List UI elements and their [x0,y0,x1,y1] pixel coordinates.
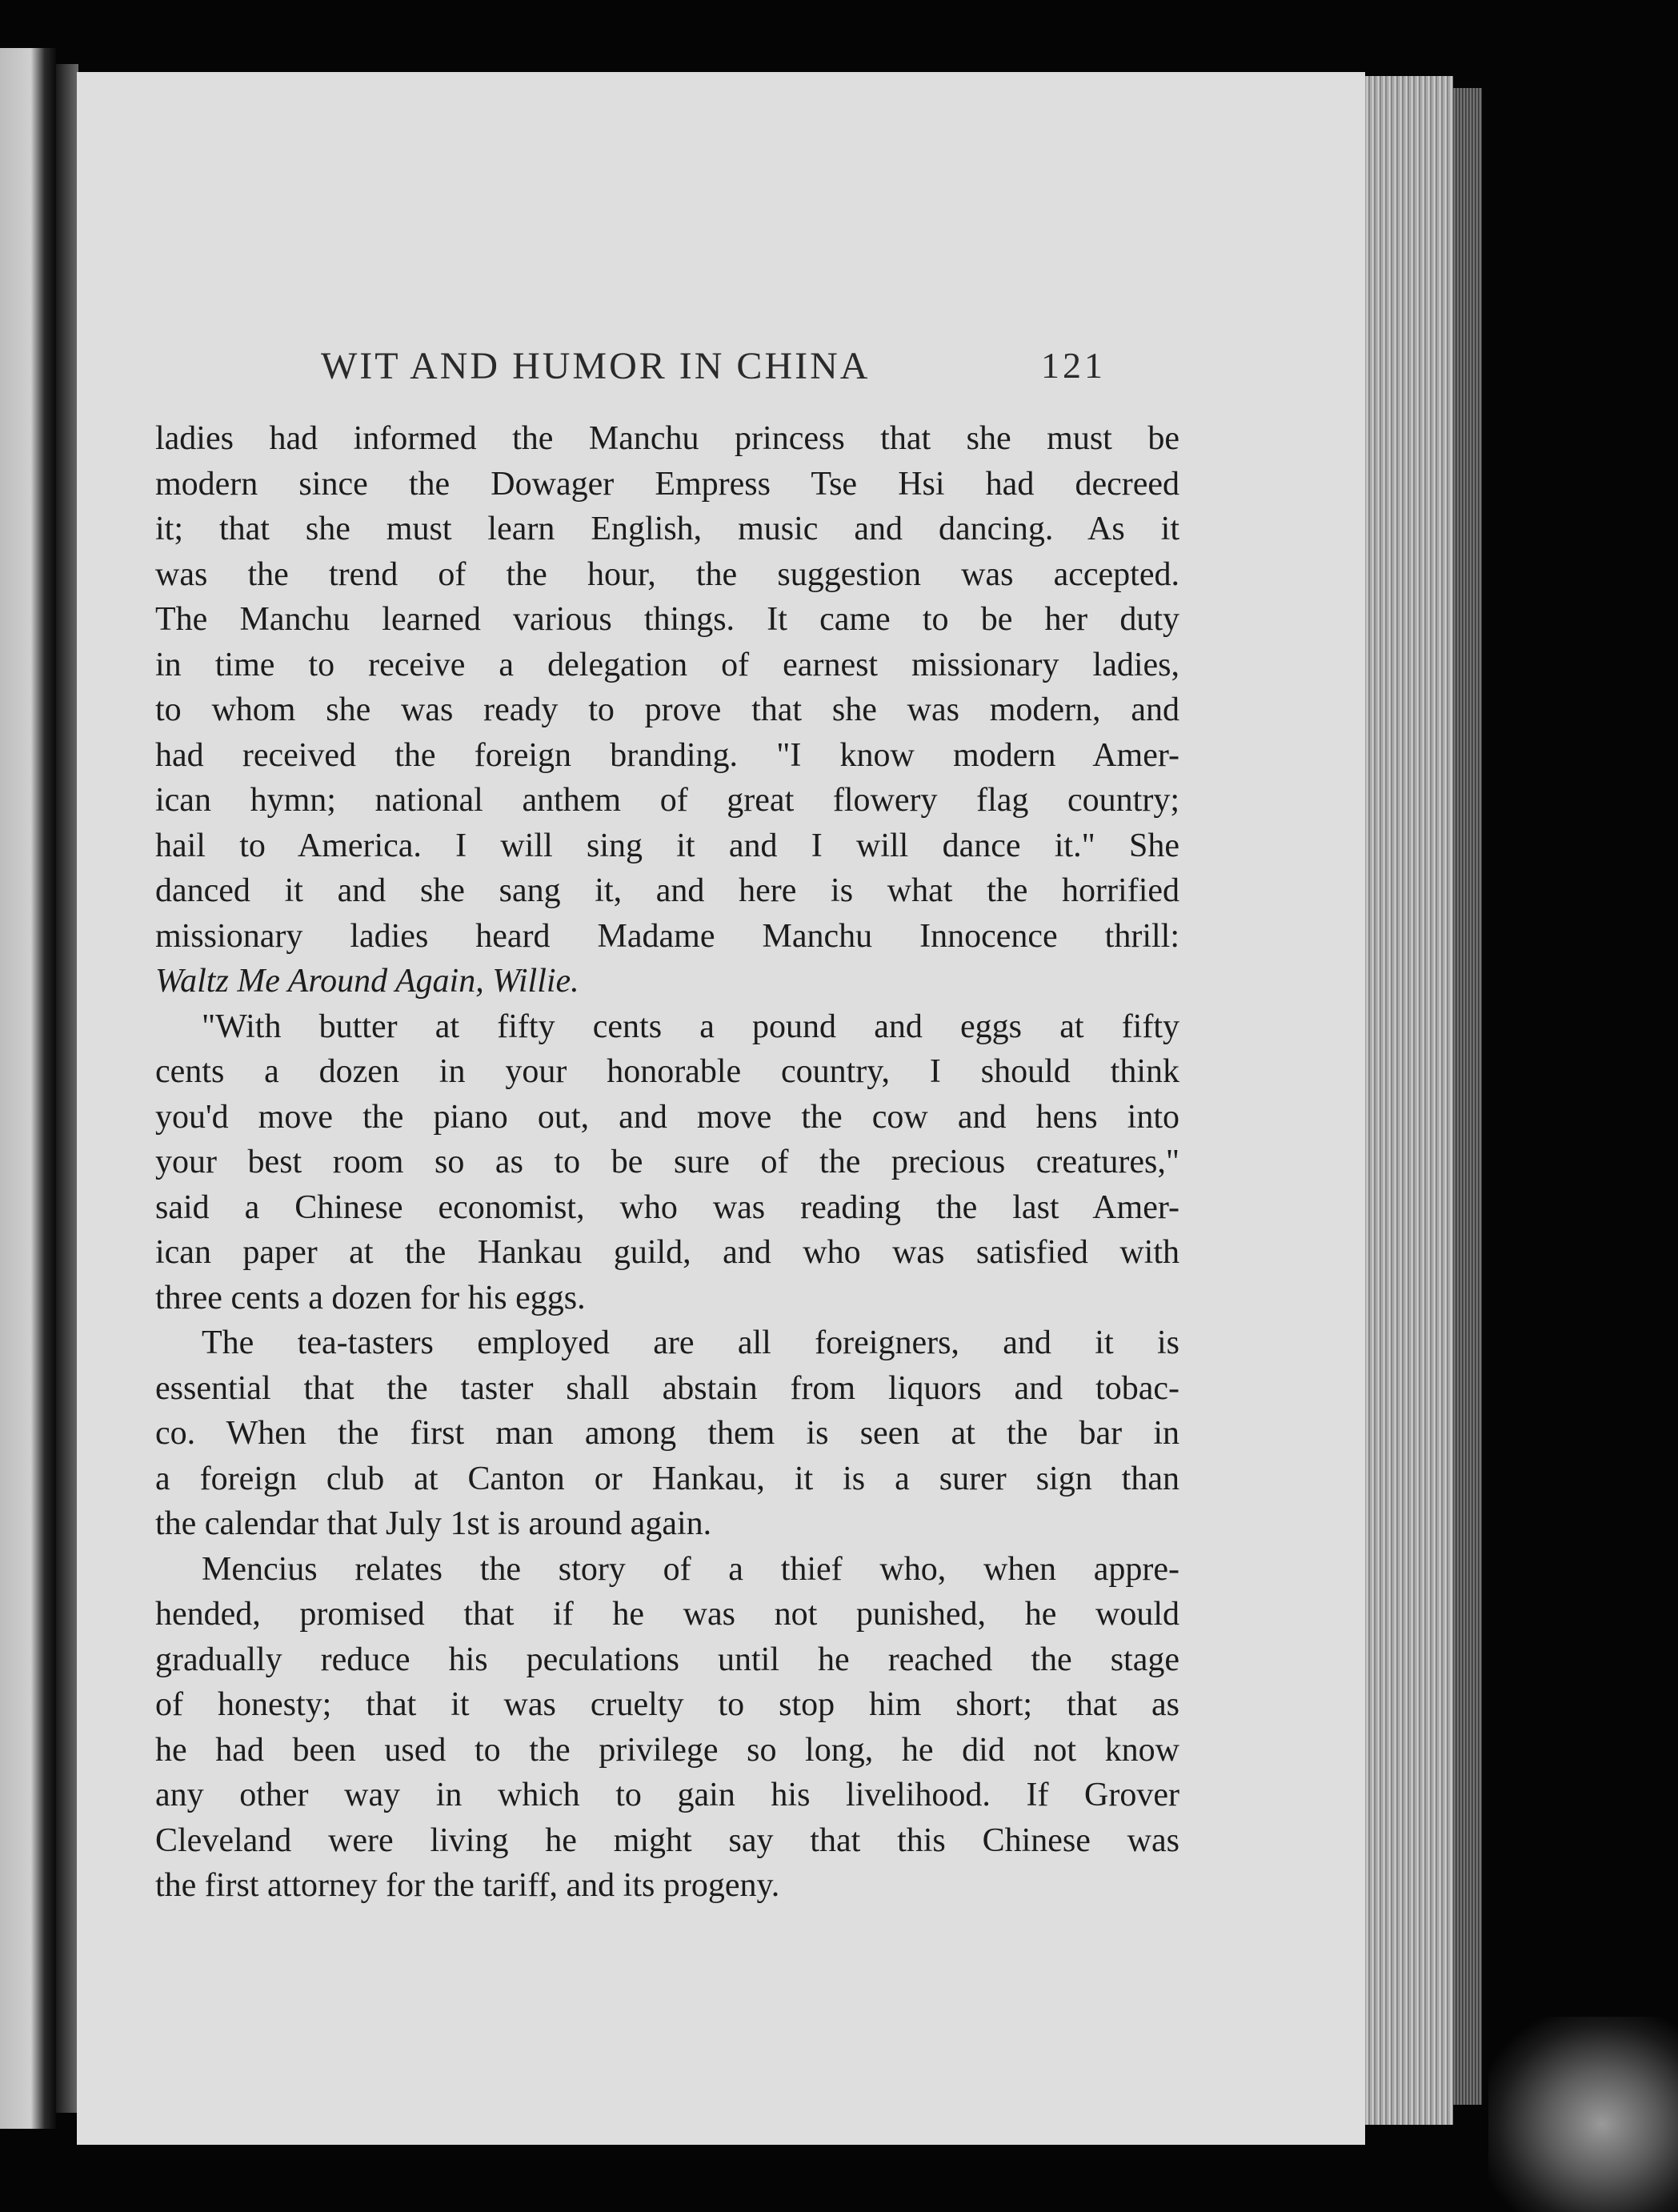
left-page-edge [0,48,56,2129]
gutter-shadow [56,64,78,2113]
text-line: was the trend of the hour, the suggestion was accepted. [155,555,1179,593]
text-line: your best room so as to be sure of the precious creatures," [155,1144,1179,1180]
text-line: any other way in which to gain his livelihood. If Grover [155,1777,1179,1813]
page-stack-shadow [1453,88,1482,2105]
text-line: the calendar that July 1st is around again. [155,1505,712,1542]
page-number: 121 [1041,345,1106,386]
text-line: in time to receive a delegation of earnest missionary ladies, [155,646,1179,683]
text-line: modern since the Dowager Empress Tse Hsi had decreed [155,465,1179,503]
text-line: The tea-tasters employed are all foreigners, and it is [202,1324,1179,1361]
text-line: had received the foreign branding. "I know modern Amer- [155,736,1179,774]
text-line: to whom she was ready to prove that she was modern, and [155,691,1179,728]
text-line: cents a dozen in your honorable country, I should think [155,1053,1179,1090]
text-line: said a Chinese economist, who was reading the last Amer- [155,1188,1179,1226]
text-line: The Manchu learned various things. It came to be her duty [155,601,1179,638]
text-line: Cleveland were living he might say that this Chinese was [155,1821,1179,1859]
text-line: danced it and she sang it, and here is what the horrified [155,872,1179,909]
text-line: essential that the taster shall abstain from liquors and tobac- [155,1369,1179,1407]
text-line: "With butter at fifty cents a pound and eggs at fifty [202,1008,1179,1045]
text-line: he had been used to the privilege so long, he did not know [155,1731,1179,1769]
text-line: hail to America. I will sing it and I will dance it." She [155,827,1179,864]
text-line: hended, promised that if he was not punished, he would [155,1596,1179,1633]
book-page [77,72,1365,2145]
text-line: it; that she must learn English, music and dancing. As it [155,511,1179,547]
text-line: gradually reduce his peculations until he reached the stage [155,1641,1179,1678]
text-line: ican paper at the Hankau guild, and who was satisfied with [155,1234,1179,1271]
text-line: Mencius relates the story of a thief who, when appre- [202,1550,1179,1588]
text-line: the first attorney for the tariff, and its progeny. [155,1867,780,1904]
text-line: a foreign club at Canton or Hankau, it is a surer sign than [155,1460,1179,1497]
body-text [155,416,1179,1909]
page-stack-edge [1365,76,1453,2125]
text-line: of honesty; that it was cruelty to stop him short; that as [155,1686,1179,1723]
text-line: you'd move the piano out, and move the cow and hens into [155,1098,1179,1136]
text-line: ican hymn; national anthem of great flowery flag country; [155,782,1179,819]
running-head: WIT AND HUMOR IN CHINA [321,345,871,387]
page-header [77,344,1365,400]
text-line: ladies had informed the Manchu princess that she must be [155,420,1179,457]
text-line: missionary ladies heard Madame Manchu Innocence thrill: [155,917,1179,955]
text-line: three cents a dozen for his eggs. [155,1279,586,1316]
binding-texture [1488,2017,1678,2212]
text-line: co. When the first man among them is seen at the bar in [155,1415,1179,1452]
song-title-line: Waltz Me Around Again, Willie. [155,963,579,1000]
